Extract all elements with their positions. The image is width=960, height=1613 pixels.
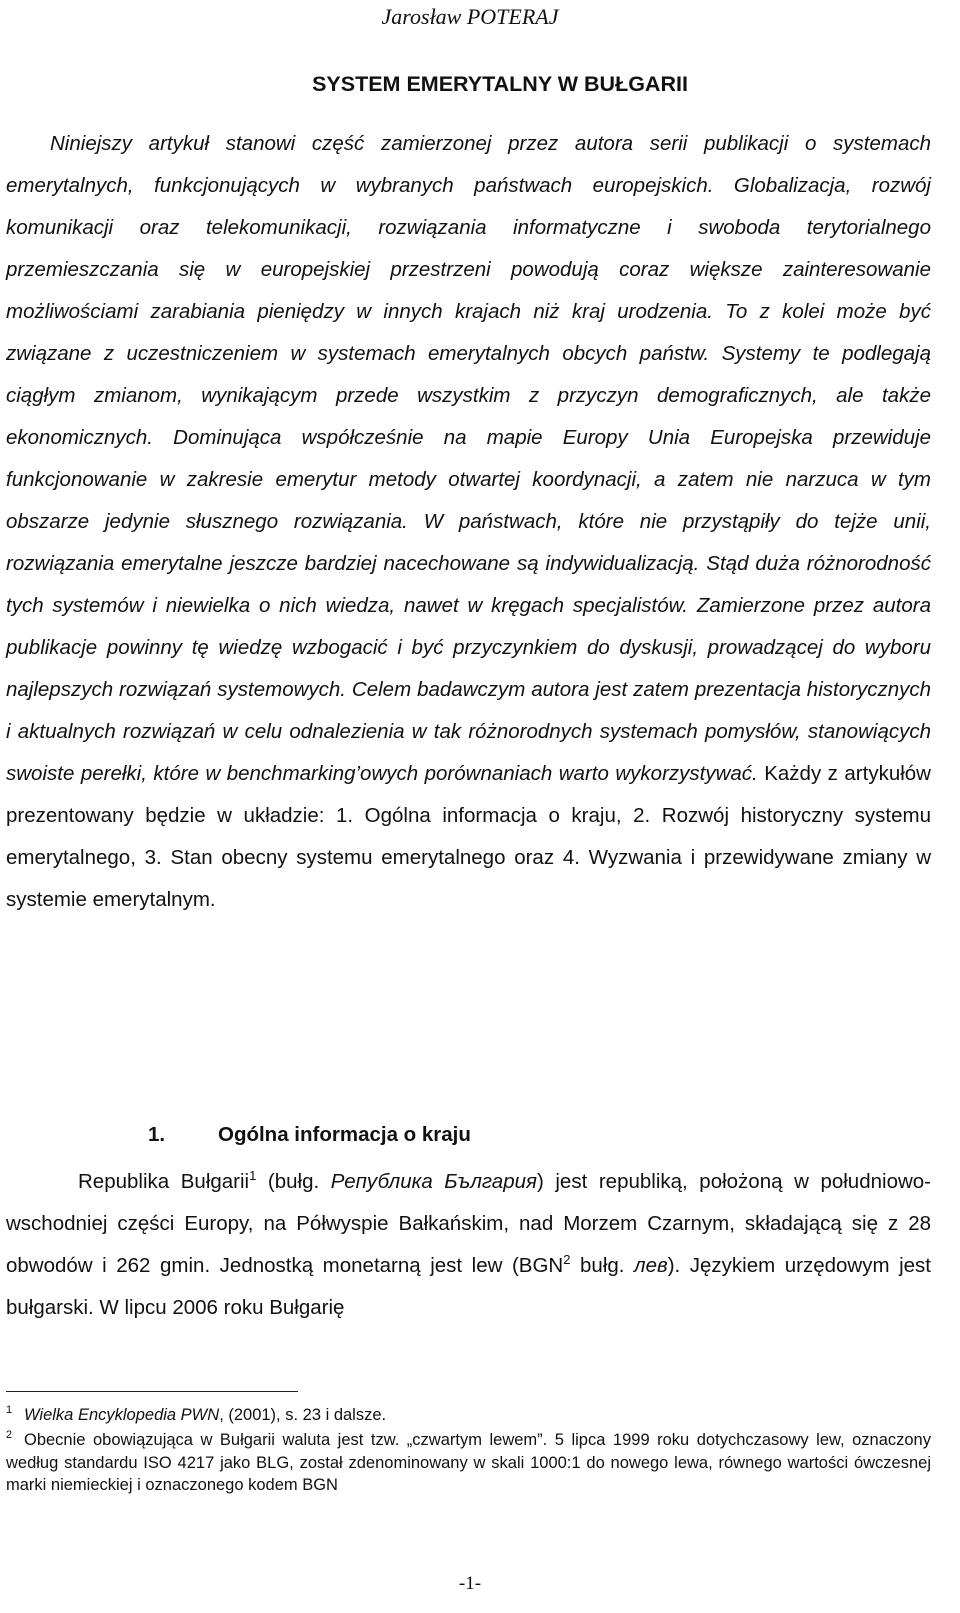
paragraph-text: (bułg. xyxy=(256,1170,331,1193)
document-title: SYSTEM EMERYTALNY W BUŁGARII xyxy=(312,72,688,96)
author-name: Jarosław POTERAJ xyxy=(381,4,559,29)
paragraph-text: Republika Bułgarii xyxy=(78,1170,250,1193)
footnote-1: 1 Wielka Encyklopedia PWN, (2001), s. 23 i dalsze. xyxy=(6,1404,387,1424)
cyrillic-name: Република България xyxy=(330,1170,537,1193)
footnote-source-title: Wielka Encyklopedia PWN xyxy=(24,1406,220,1424)
footnote-text: Obecnie obowiązująca w Bułgarii waluta jest tzw. „czwartym lewem”. 5 lipca 1999 roku dotychczasowy lew, oznaczony według standardu ISO 4217 jako BLG, został zdenominowany w skali 1000:1 do nowego lewa, równego wartości ówczesnej marki niemieckiej i oznaczonego kodem BGN xyxy=(6,1431,931,1494)
section-paragraph xyxy=(6,1161,931,1329)
footnote-text: , (2001), s. 23 i dalsze. xyxy=(219,1406,387,1424)
cyrillic-currency: лев xyxy=(634,1254,668,1277)
footnote-2: 2 Obecnie obowiązująca w Bułgarii waluta jest tzw. „czwartym lewem”. 5 lipca 1999 roku dotychczasowy lew, oznaczony według standardu ISO 4217 jako BLG, został zdenominowany w skali 1000:1 do nowego lewa, równego wartości ówczesnej marki niemieckiej i oznaczonego kodem BGN xyxy=(6,1429,931,1494)
section-heading-text: Ogólna informacja o kraju xyxy=(218,1123,471,1146)
intro-italic-text: Niniejszy artykuł stanowi część zamierzonej przez autora serii publikacji o systemach emerytalnych, funkcjonujących w wybranych państwach europejskich. Globalizacja, rozwój komunikacji oraz telekomunikacji, rozwiązania informatyczne i swoboda terytorialnego przemieszczania się w europejskiej przestrzeni powodują coraz większe zainteresowanie możliwościami zarabiania pieniędzy w innych krajach niż kraj urodzenia. To z kolei może być związane z uczestniczeniem w systemach emerytalnych obcych państw. Systemy te podlegają ciągłym zmianom, wynikającym przede wszystkim z przyczyn demograficznych, ale także ekonomicznych. Dominująca współcześnie na mapie Europy Unia Europejska przewiduje funkcjonowanie w zakresie emerytur metody otwartej koordynacji, a zatem nie narzuca w tym obszarze jedynie słusznego rozwiązania. W państwach, które nie przystąpiły do tejże unii, rozwiązania emerytalne jeszcze bardziej nacechowane są indywidualizacją. Stąd duża różnorodność tych systemów i niewielka o nich wiedza, nawet w kręgach specjalistów. Zamierzone przez autora publikacje powinny tę wiedzę wzbogacić i być przyczynkiem do dyskusji, prowadzącej do wyboru najlepszych rozwiązań systemowych. Celem badawczym autora jest zatem prezentacja historycznych i aktualnych rozwiązań w celu odnalezienia w tak różnorodnych systemach pomysłów, stanowiących swoiste perełki, które w benchmarking’owych porównaniach warto wykorzystywać. xyxy=(6,132,931,785)
paragraph-text: bułg. xyxy=(570,1254,635,1277)
section-heading xyxy=(148,1123,471,1147)
footnote-ref-2[interactable]: 2 xyxy=(563,1252,571,1267)
paragraph-text: ) jest republiką, położoną w południowo-wschodniej części Europy, na Półwyspie Bałkańskim, nad Morzem Czarnym, składającą się z 28 obwodów i 262 gmin. Jednostką monetarną jest lew (BGN xyxy=(6,1170,931,1277)
page-number: -1- xyxy=(458,1573,482,1594)
footnote-divider xyxy=(6,1391,298,1392)
footnote-ref-1[interactable]: 1 xyxy=(249,1168,257,1183)
intro-paragraph xyxy=(6,123,931,921)
intro-upright-text: Każdy z artykułów prezentowany będzie w układzie: 1. Ogólna informacja o kraju, 2. Rozwój historyczny systemu emerytalnego, 3. Stan obecny systemu emerytalnego oraz 4. Wyzwania i przewidywane zmiany w systemie emerytalnym. xyxy=(6,762,931,911)
section-number: 1. xyxy=(148,1123,166,1146)
paragraph-text: ). Językiem urzędowym jest bułgarski. W lipcu 2006 roku Bułgarię xyxy=(6,1254,931,1319)
